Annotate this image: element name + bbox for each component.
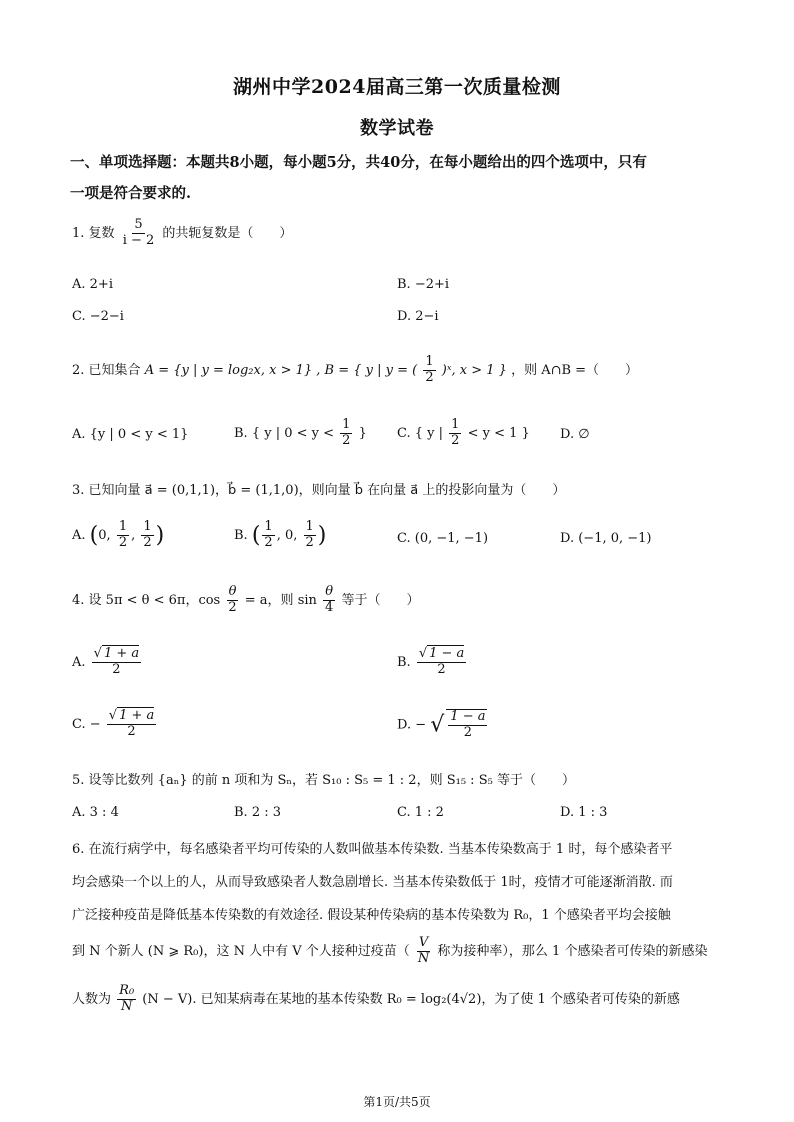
q6-line-5 bbox=[72, 984, 680, 1015]
q6-line-5b: (N − V). 已知某病毒在某地的基本传染数 R₀ = log₂(4√2)，为了使 1 个感染者可传染的新感 bbox=[142, 991, 680, 1007]
q4-option-c bbox=[72, 709, 158, 740]
q4-opt-a-fraction: $\frac{√ 1 + a}{2}$ bbox=[93, 646, 140, 677]
q6-frac-r0-over-n bbox=[117, 984, 136, 1015]
question-4 bbox=[72, 585, 419, 616]
q6-r0: R₀ bbox=[119, 983, 135, 998]
q3-option-d: D. (−1, 0, −1) bbox=[560, 531, 652, 546]
section-header-line1: 一、单项选择题：本题共8小题，每小题5分，共40分，在每小题给出的四个选项中，只有 bbox=[70, 154, 647, 171]
q4-opt-d-fraction bbox=[446, 709, 487, 741]
question-1 bbox=[72, 218, 292, 249]
q6-v: V bbox=[418, 935, 429, 950]
q4-opt-b-fraction: $\frac{√ 1 - a}{2}$ bbox=[418, 646, 465, 677]
exam-subtitle: 数学试卷 bbox=[360, 118, 434, 139]
q4-opt-b-radicand: 1 − a bbox=[429, 646, 465, 661]
q6-line-3: 广泛接种疫苗是降低基本传染数的有效途径. 假设某种传染病的基本传染数为 R₀，1 个感染者平均会接触 bbox=[72, 908, 671, 923]
q2-opt-b-fraction bbox=[340, 418, 352, 449]
q2-set-a: A = {y | y = log₂x, x > 1} bbox=[144, 362, 313, 378]
q1-option-b: B. −2+i bbox=[397, 277, 450, 292]
q2-opt-b-pre: B. { y | 0 < y < bbox=[234, 425, 335, 441]
q3-option-c: C. (0, −1, −1) bbox=[397, 531, 489, 546]
q2-setb-num: 1 bbox=[425, 354, 434, 369]
q1-prefix: 1. 复数 bbox=[72, 225, 115, 241]
section-header-line2: 一项是符合要求的. bbox=[70, 185, 192, 202]
q4-theta-2: θ bbox=[325, 584, 334, 599]
page-footer: 第1页/共5页 bbox=[363, 1095, 431, 1109]
q6-line-4 bbox=[72, 936, 707, 967]
q4-option-d: D. − √ $\frac{1 - a}{2}$ bbox=[397, 709, 486, 740]
q1-option-d: D. 2−i bbox=[397, 309, 439, 324]
q3-option-b: B. ( $\frac{1}{2}$ , 0, $\frac{1}{2}$ ) bbox=[234, 519, 327, 550]
q2-set-b-pre: , B = { y | y = ( bbox=[316, 362, 418, 378]
q6-line-4a: 到 N 个新人 (N ⩾ R₀)，这 N 人中有 V 个人接种过疫苗（ bbox=[72, 943, 410, 959]
question-3: 3. 已知向量 a⃗ = (0,1,1)，b⃗ = (1,1,0)，则向量 b⃗ 在向量 a⃗ 上的投影向量为（ ） bbox=[72, 483, 566, 498]
q1-frac-den: i − 2 bbox=[122, 232, 155, 248]
q2-opt-c-pre: C. { y | bbox=[397, 425, 444, 441]
q2-set-b-post: )ˣ, x > 1 } bbox=[441, 362, 507, 378]
q2-setb-den: 2 bbox=[425, 369, 434, 385]
q3-opt-a-frac1: $\frac{1}{2}$ bbox=[118, 519, 128, 550]
q3-option-a: A. (0, $\frac{1}{2}$ , $\frac{1}{2}$ ) bbox=[72, 519, 165, 550]
q1-option-a: A. 2+i bbox=[72, 277, 113, 292]
q5-option-d: D. 1 : 3 bbox=[560, 805, 608, 820]
q1-frac-num: 5 bbox=[134, 217, 143, 232]
q5-option-b: B. 2 : 3 bbox=[234, 805, 282, 820]
q4-opt-a-label: A. bbox=[72, 654, 86, 670]
q2-opt-c-fraction bbox=[449, 418, 461, 449]
q4-four: 4 bbox=[325, 599, 334, 615]
exam-title: 湖州中学2024届高三第一次质量检测 bbox=[233, 76, 561, 98]
question-2 bbox=[72, 355, 638, 386]
q1-suffix: 的共轭复数是（ ） bbox=[162, 225, 293, 241]
question-5: 5. 设等比数列 {aₙ} 的前 n 项和为 Sₙ，若 S₁₀ : S₅ = 1 : 2，则 S₁₅ : S₅ 等于（ ） bbox=[72, 773, 575, 788]
q4-opt-b-label: B. bbox=[397, 654, 411, 670]
q2-optc-num: 1 bbox=[451, 417, 460, 432]
q3-opt-b-frac2: $\frac{1}{2}$ bbox=[305, 519, 314, 550]
q2-optb-num: 1 bbox=[342, 417, 351, 432]
q6-line-4b: 称为接种率），那么 1 个感染者可传染的新感染 bbox=[437, 943, 708, 959]
q4-opt-d-label: D. − bbox=[397, 717, 427, 733]
q4-opt-d-den: 2 bbox=[463, 724, 473, 740]
q1-option-c: C. −2−i bbox=[72, 309, 124, 324]
q2-optb-den: 2 bbox=[342, 432, 351, 448]
q2-opt-b-post: } bbox=[358, 425, 367, 441]
q4-frac-theta-4 bbox=[323, 585, 335, 616]
q4-two: 2 bbox=[228, 599, 237, 615]
q2-option-a: A. {y | 0 < y < 1} bbox=[72, 427, 189, 442]
q6-frac-v-over-n bbox=[416, 936, 431, 967]
q4-opt-c-den: 2 bbox=[127, 723, 136, 739]
q6-line-5a: 人数为 bbox=[72, 991, 112, 1007]
q5-option-c: C. 1 : 2 bbox=[397, 805, 444, 820]
q2-suffix: ，则 A∩B =（ ） bbox=[511, 362, 639, 378]
q2-opt-c-post: < y < 1 } bbox=[467, 425, 530, 441]
q4-opt-a-den: 2 bbox=[112, 661, 121, 677]
q2-option-d: D. ∅ bbox=[560, 427, 590, 442]
q4-opt-c-label: C. − bbox=[72, 716, 101, 732]
q6-line-2: 均会感染一个以上的人，从而导致感染者人数急剧增长. 当基本传染数低于 1时，疫情才可能逐渐消散. 而 bbox=[72, 875, 673, 890]
q3-opt-a-frac2: $\frac{1}{2}$ bbox=[143, 519, 152, 550]
q4-option-a bbox=[72, 647, 143, 678]
q4-suffix: 等于（ ） bbox=[341, 592, 420, 608]
q3-opt-a-label: A. bbox=[72, 527, 86, 543]
q2-option-b bbox=[234, 418, 367, 449]
q2-prefix: 2. 已知集合 bbox=[72, 362, 141, 378]
q6-line-1: 6. 在流行病学中，每名感染者平均可传染的人数叫做基本传染数. 当基本传染数高于 1 时，每个感染者平 bbox=[72, 842, 673, 857]
q3-opt-b-frac1: $\frac{1}{2}$ bbox=[264, 519, 273, 550]
q6-n-2: N bbox=[120, 998, 133, 1014]
q3-opt-b-label: B. bbox=[234, 527, 248, 543]
q2-set-b-fraction bbox=[423, 355, 435, 386]
q4-frac-theta-2 bbox=[226, 585, 238, 616]
q4-opt-c-fraction: $\frac{√ 1 + a}{2}$ bbox=[108, 708, 155, 739]
q4-theta: θ bbox=[228, 584, 237, 599]
q5-option-a: A. 3 : 4 bbox=[72, 805, 119, 820]
q2-option-c bbox=[397, 418, 530, 449]
q4-opt-c-radicand: 1 + a bbox=[119, 708, 155, 723]
q4-prefix: 4. 设 5π < θ < 6π，cos bbox=[72, 592, 221, 608]
q4-opt-d-num: 1 − a bbox=[450, 709, 486, 724]
q1-fraction bbox=[121, 218, 157, 249]
q4-opt-b-den: 2 bbox=[437, 661, 446, 677]
q6-n: N bbox=[417, 950, 430, 966]
q4-option-b bbox=[397, 647, 468, 678]
q4-opt-a-radicand: 1 + a bbox=[103, 646, 140, 661]
q2-optc-den: 2 bbox=[451, 432, 460, 448]
q4-mid: = a，则 sin bbox=[244, 592, 317, 608]
